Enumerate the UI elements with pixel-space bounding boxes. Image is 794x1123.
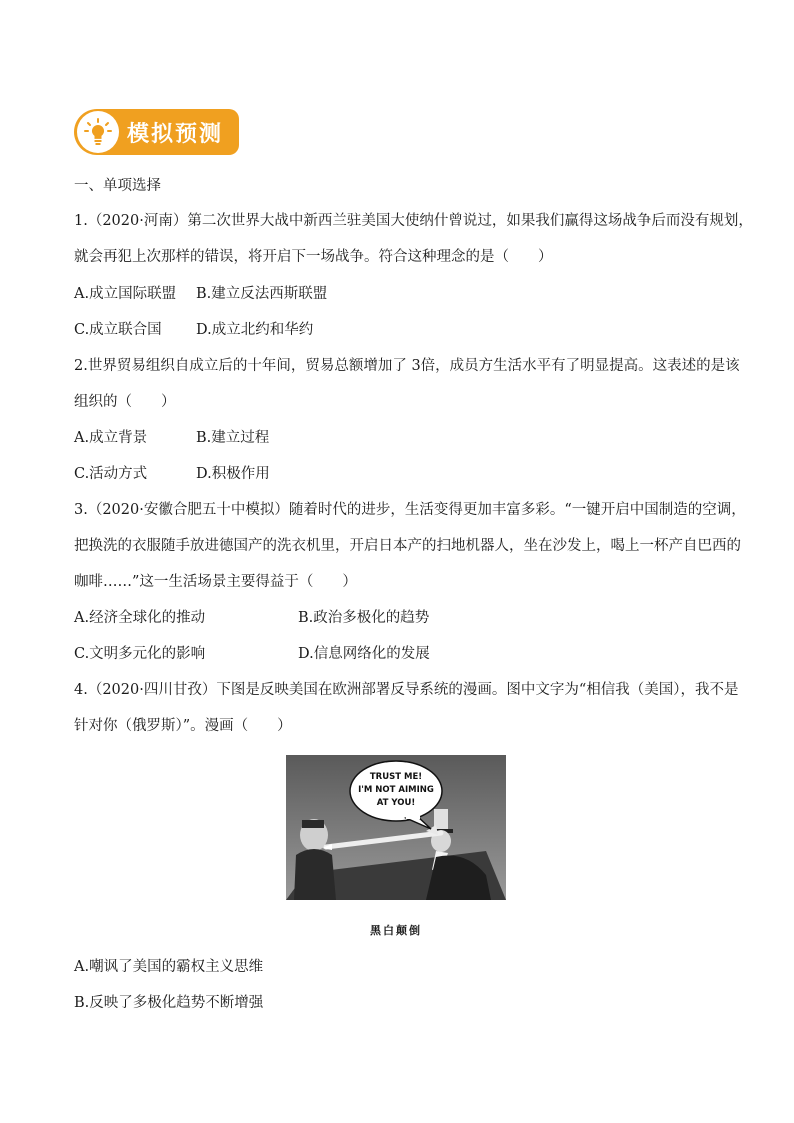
- question-3-line-2: 把换洗的衣服随手放进德国产的洗衣机里，开启日本产的扫地机器人，坐在沙发上，喝上一杯产自巴西的: [74, 538, 741, 554]
- question-2-line-1: 2.世界贸易组织自成立后的十年间，贸易总额增加了 3倍，成员方生活水平有了明显提高。这表述的是该: [74, 358, 740, 374]
- q1-option-a: A.成立国际联盟: [74, 286, 177, 302]
- question-3-line-1: 3.（2020·安徽合肥五十中模拟）随着时代的进步，生活变得更加丰富多彩。“一键开启中国制造的空调，: [74, 502, 746, 518]
- q1-option-c: C.成立联合国: [74, 322, 162, 338]
- q3-option-b: B.政治多极化的趋势: [298, 610, 430, 626]
- question-2-line-2: 组织的（ ）: [74, 394, 176, 410]
- q1-option-d: D.成立北约和华约: [196, 322, 314, 338]
- question-4-line-2: 针对你（俄罗斯）”。漫画（ ）: [74, 718, 292, 734]
- bubble-line-2: I'M NOT AIMING: [358, 785, 434, 795]
- cartoon-image: [286, 755, 506, 900]
- q4-option-b: B.反映了多极化趋势不断增强: [74, 995, 264, 1011]
- q2-option-c: C.活动方式: [74, 466, 148, 482]
- q3-option-a: A.经济全球化的推动: [74, 610, 206, 626]
- q2-option-d: D.积极作用: [196, 466, 270, 482]
- q4-option-a: A.嘲讽了美国的霸权主义思维: [74, 959, 264, 975]
- question-1-line-2: 就会再犯上次那样的错误，将开启下一场战争。符合这种理念的是（ ）: [74, 249, 553, 265]
- bubble-line-3: AT YOU!: [376, 798, 416, 808]
- q3-option-c: C.文明多元化的影响: [74, 646, 206, 662]
- section-banner: [74, 109, 239, 155]
- section-title: 模拟预测: [127, 121, 224, 147]
- q2-option-a: A.成立背景: [74, 430, 148, 446]
- q2-option-b: B.建立过程: [196, 430, 270, 446]
- question-4-line-1: 4.（2020·四川甘孜）下图是反映美国在欧洲部署反导系统的漫画。图中文字为“相信我（美国），我不是: [74, 682, 739, 698]
- question-3-line-3: 咖啡……”这一生活场景主要得益于（ ）: [74, 574, 357, 590]
- bubble-line-1: TRUST ME!: [369, 772, 423, 782]
- cartoon-caption: 黑白颠倒: [370, 924, 422, 937]
- question-1-line-1: 1.（2020·河南）第二次世界大战中新西兰驻美国大使纳什曾说过，如果我们赢得这场战争后而没有规划，: [74, 213, 753, 229]
- q3-option-d: D.信息网络化的发展: [298, 646, 430, 662]
- q1-option-b: B.建立反法西斯联盟: [196, 286, 328, 302]
- lightbulb-icon: [77, 111, 119, 153]
- section-heading: 一、单项选择: [74, 178, 161, 194]
